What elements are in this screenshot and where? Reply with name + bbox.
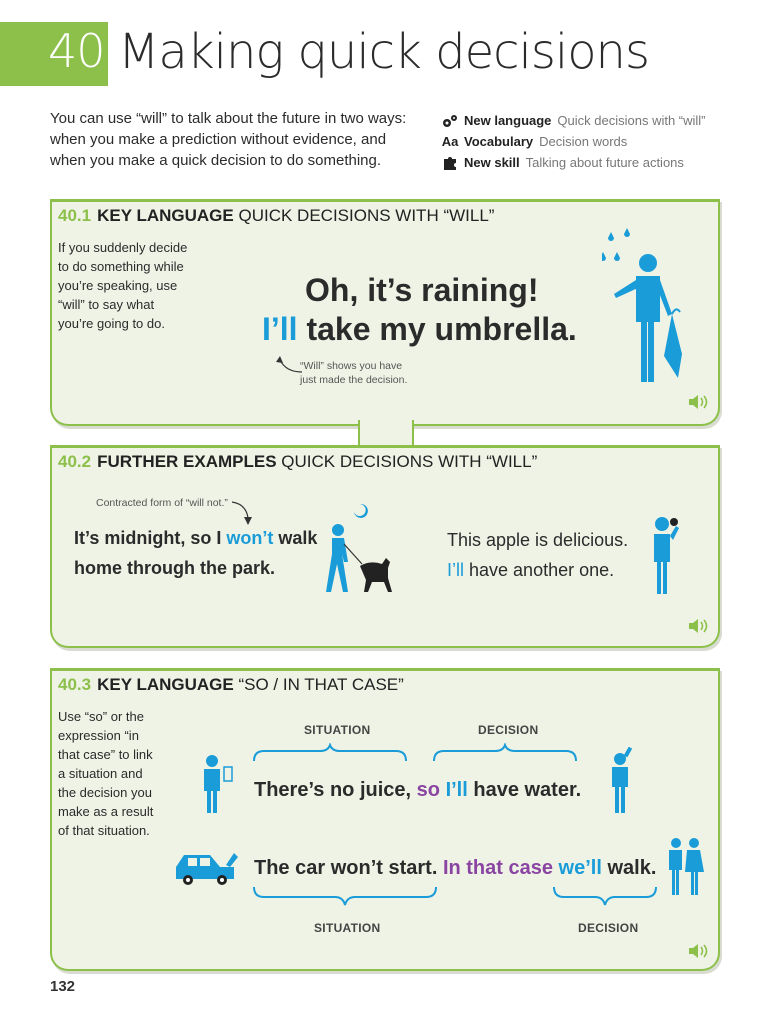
gears-icon: [440, 113, 460, 129]
person-walking-dog-icon: [322, 504, 402, 596]
intro-text: You can use “will” to talk about the future in two ways: when you make a prediction without evidence, and when you make a quick decision to do something.: [50, 110, 407, 169]
example-2-line-1: This apple is delicious.: [447, 530, 629, 550]
audio-speaker-icon[interactable]: [688, 943, 710, 959]
example-1: There’s no juice, so I’ll have water.: [254, 779, 582, 801]
section-heading: 40.3 KEY LANGUAGE “SO / IN THAT CASE”: [58, 675, 404, 694]
person-drinking-icon: [608, 747, 636, 815]
section-40-2: [50, 445, 720, 648]
example-line-2: I’ll take my umbrella.: [262, 311, 577, 347]
person-eating-apple-icon: [648, 514, 682, 596]
puzzle-icon: [440, 155, 460, 171]
person-umbrella-icon: [602, 228, 702, 388]
meta-value: Quick decisions with “will”: [557, 113, 706, 128]
unit-number: 40: [48, 24, 105, 78]
brace-decision-top: [432, 743, 578, 763]
example-1-line-2: home through the park.: [74, 558, 276, 578]
section-heading: 40.1 KEY LANGUAGE QUICK DECISIONS WITH “WILL”: [58, 206, 495, 225]
page-number: 132: [50, 978, 76, 995]
note-arrow: [230, 500, 254, 526]
meta-item-vocabulary: [440, 131, 760, 152]
example-2: The car won’t start. In that case we’ll walk.: [254, 857, 657, 879]
example-2-line-2: I’ll have another one.: [447, 560, 615, 580]
people-walking-icon: [666, 837, 706, 897]
aa-icon: Aa: [441, 134, 459, 149]
section-40-3: [50, 668, 720, 971]
audio-speaker-icon[interactable]: [688, 394, 710, 410]
example-line-1: Oh, it’s raining!: [305, 272, 539, 308]
brace-situation-bottom: [252, 885, 438, 907]
meta-list: [440, 110, 760, 173]
label-decision-bottom: DECISION: [578, 921, 639, 935]
brace-situation-top: [252, 743, 408, 763]
side-explanation: Use “so” or the expression “in that case” to link a situation and the decision you make as a result of that situation.: [58, 709, 154, 838]
broken-car-icon: [172, 847, 242, 889]
side-explanation: If you suddenly decide to do something while you’re speaking, use “will” to say what you’re going to do.: [58, 240, 188, 331]
panel-connector: [358, 420, 414, 446]
label-situation-top: SITUATION: [304, 723, 371, 737]
meta-item-skill: [440, 152, 760, 173]
section-40-1: [50, 199, 720, 426]
meta-label: New skill: [464, 155, 520, 170]
annotation-note: Contracted form of “will not.”: [96, 497, 228, 509]
page-title: Making quick decisions: [118, 24, 649, 80]
meta-item-language: [440, 110, 760, 131]
label-situation-bottom: SITUATION: [314, 921, 381, 935]
meta-label: Vocabulary: [464, 134, 534, 149]
brace-decision-bottom: [552, 885, 658, 907]
meta-value: Decision words: [539, 134, 628, 149]
label-decision-top: DECISION: [478, 723, 539, 737]
audio-speaker-icon[interactable]: [688, 618, 710, 634]
example-1-line-1: It’s midnight, so I won’t walk: [74, 528, 318, 548]
unit-number-block: [0, 22, 108, 86]
meta-value: Talking about future actions: [525, 155, 684, 170]
meta-label: New language: [464, 113, 552, 128]
section-heading: 40.2 FURTHER EXAMPLES QUICK DECISIONS WITH “WILL”: [58, 452, 538, 471]
person-with-fridge-icon: [200, 755, 240, 815]
annotation-note: “Will” shows you have just made the decision.: [300, 360, 408, 386]
